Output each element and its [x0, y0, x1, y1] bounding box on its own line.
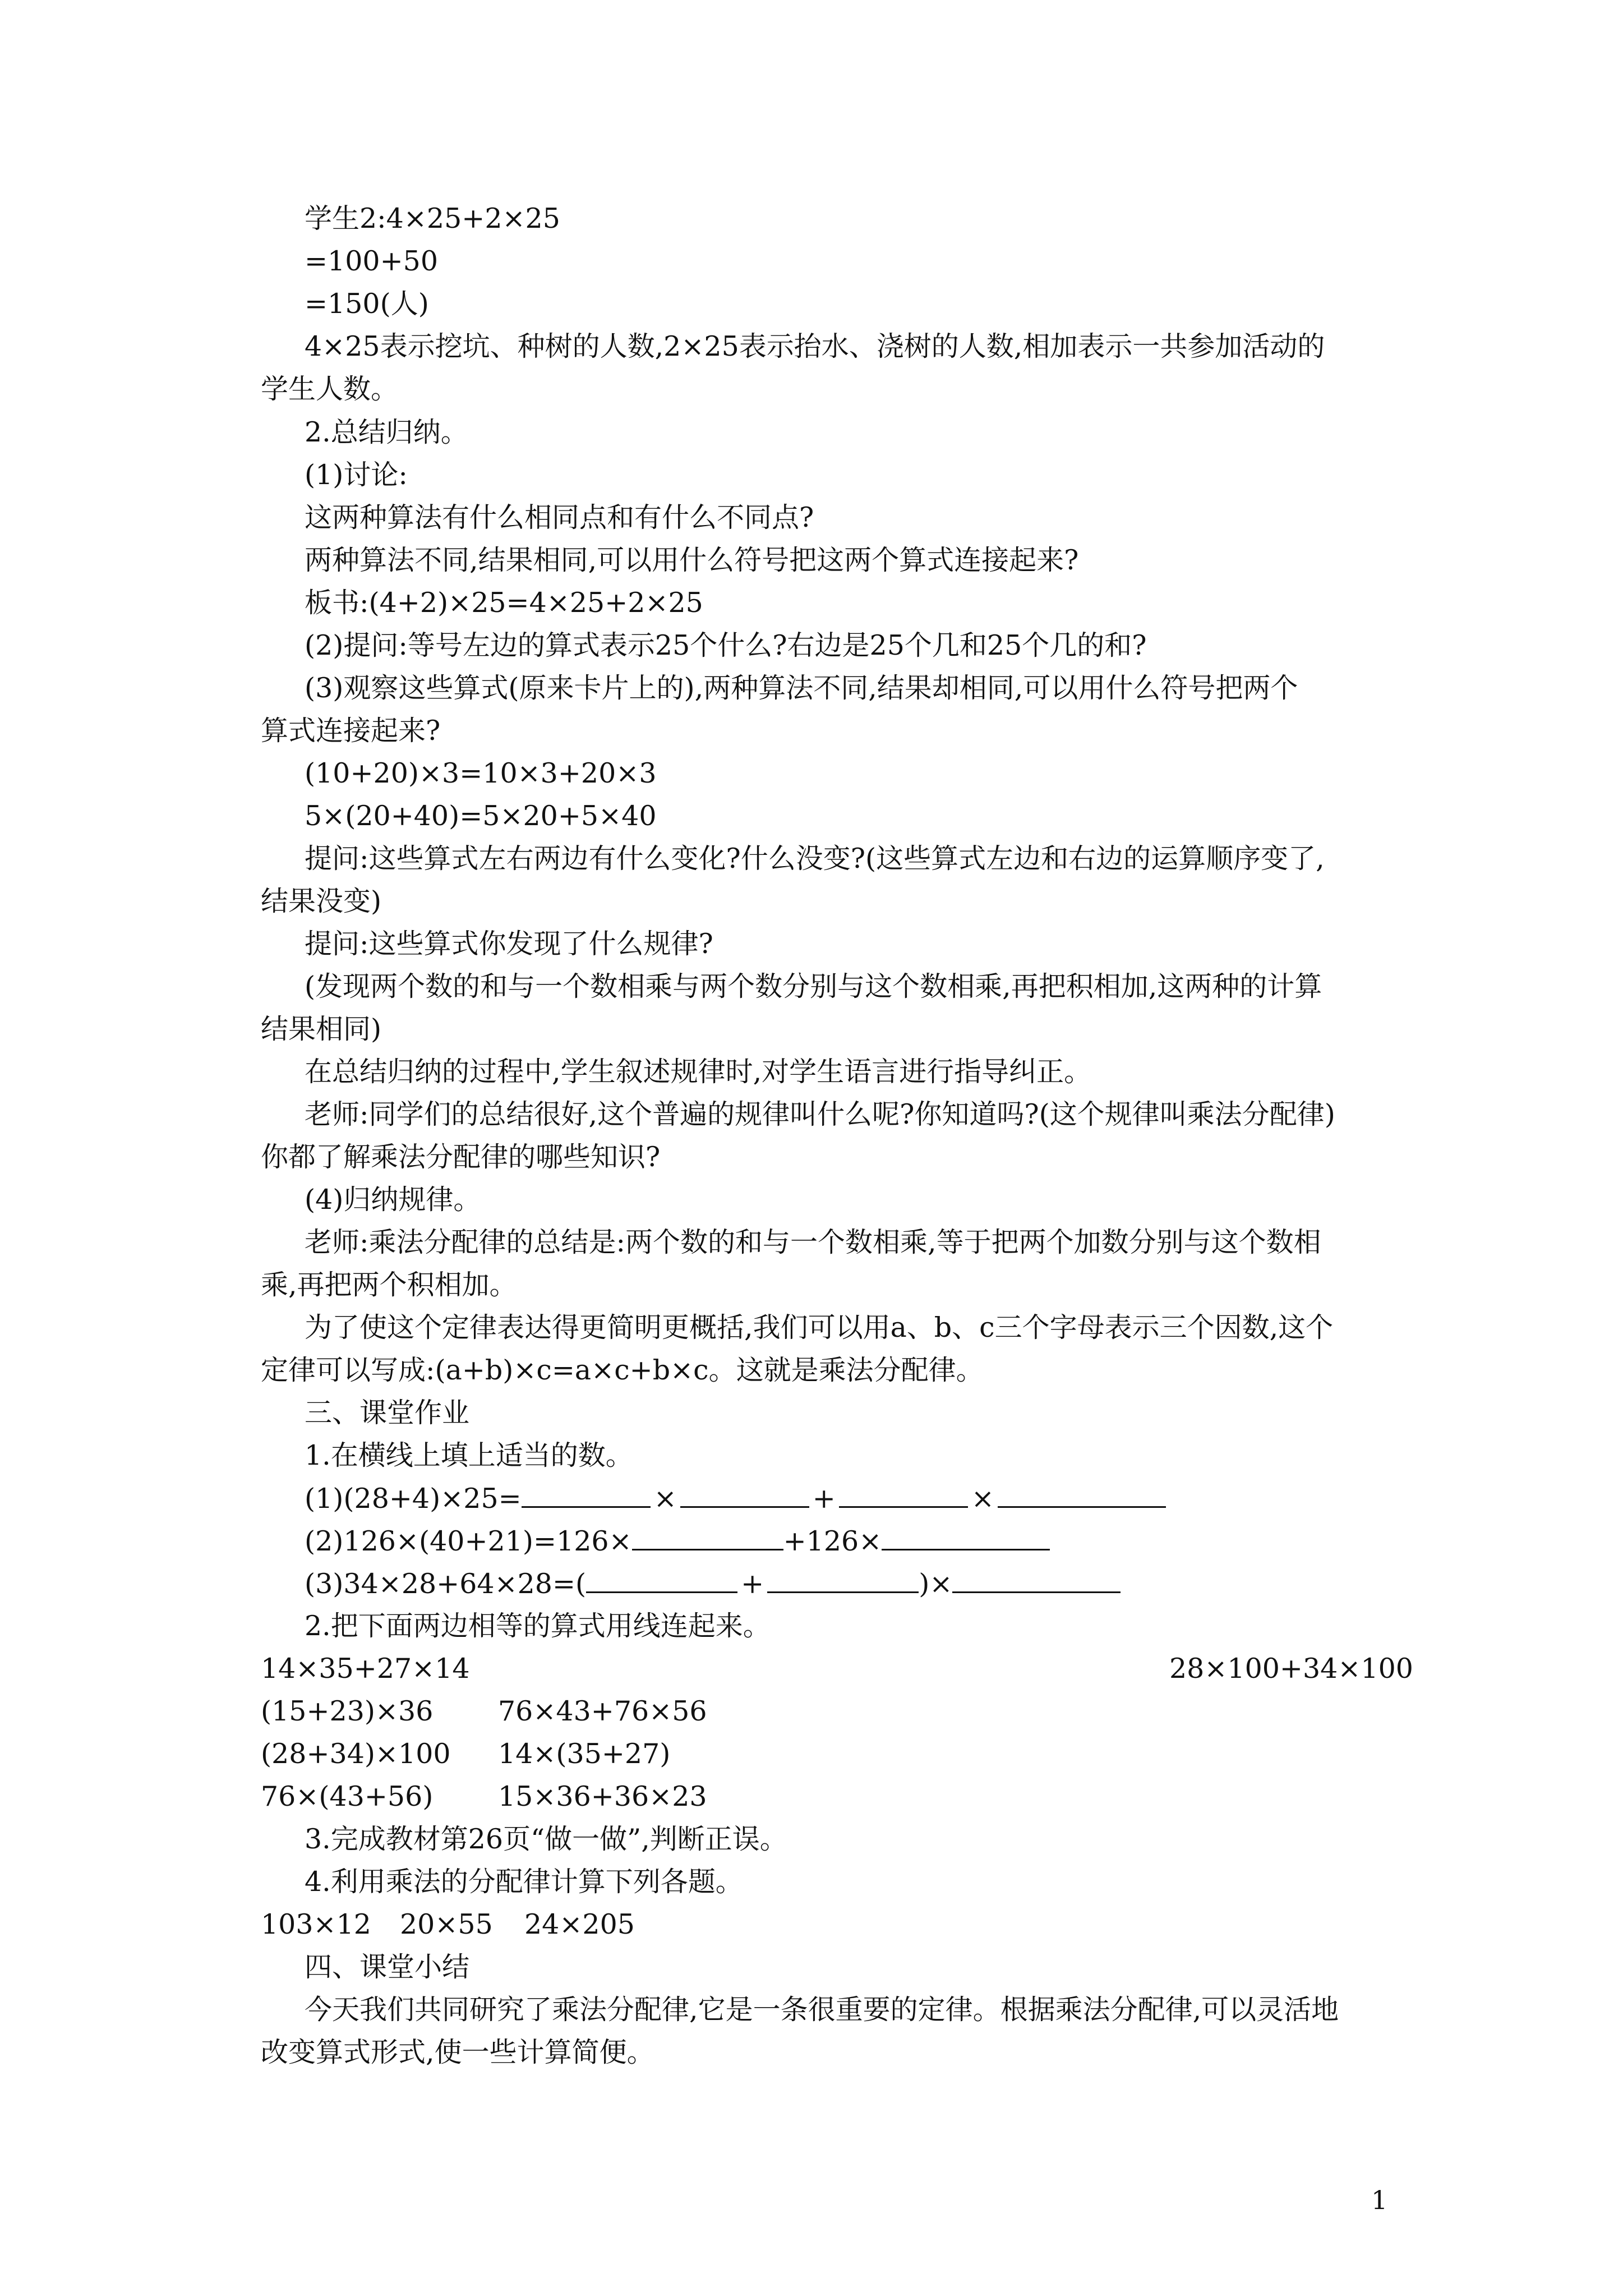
- match-right-item: 14×(35+27): [498, 1738, 671, 1770]
- text-line: (2)提问:等号左边的算式表示25个什么?右边是25个几和25个几的和?: [305, 629, 1147, 661]
- text-line: 提问:这些算式你发现了什么规律?: [305, 928, 713, 960]
- operator: ×: [971, 1483, 994, 1515]
- exercise-heading: 1.在横线上填上适当的数。: [305, 1439, 633, 1471]
- exercise-text: (2)126×(40+21)=126×: [305, 1525, 632, 1557]
- text-line: 算式连接起来?: [261, 715, 441, 747]
- match-right-item: 15×36+36×23: [498, 1780, 707, 1812]
- text-line: 学生2:4×25+2×25: [305, 203, 560, 234]
- formula-line: (10+20)×3=10×3+20×3: [305, 757, 657, 789]
- text-line: 结果相同): [261, 1013, 382, 1045]
- calc-item: 24×205: [524, 1908, 635, 1940]
- answer-blank[interactable]: [767, 1567, 919, 1593]
- text-line: 两种算法不同,结果相同,可以用什么符号把这两个算式连接起来?: [305, 544, 1079, 576]
- exercise-text: )×: [919, 1568, 953, 1600]
- text-line: 板书:(4+2)×25=4×25+2×25: [305, 587, 703, 619]
- operator: +: [812, 1483, 836, 1515]
- exercise-text: (1)(28+4)×25=: [305, 1483, 522, 1515]
- text-line: 定律可以写成:(a+b)×c=a×c+b×c。这就是乘法分配律。: [261, 1354, 984, 1386]
- answer-blank[interactable]: [586, 1567, 737, 1593]
- text-line: (1)讨论:: [305, 459, 408, 491]
- text-line: 今天我们共同研究了乘法分配律,它是一条很重要的定律。根据乘法分配律,可以灵活地: [305, 1994, 1339, 2026]
- text-line: 提问:这些算式左右两边有什么变化?什么没变?(这些算式左边和右边的运算顺序变了,: [305, 843, 1325, 875]
- match-left-item: 76×(43+56): [261, 1780, 434, 1812]
- text-line: =100+50: [305, 245, 438, 277]
- text-line: 老师:同学们的总结很好,这个普遍的规律叫什么呢?你知道吗?(这个规律叫乘法分配律): [305, 1098, 1335, 1130]
- text-line: 老师:乘法分配律的总结是:两个数的和与一个数相乘,等于把两个加数分别与这个数相: [305, 1226, 1321, 1258]
- text-line: 结果没变): [261, 885, 382, 917]
- calc-item: 20×55: [400, 1908, 493, 1940]
- match-right-item: 76×43+76×56: [498, 1695, 707, 1727]
- match-left-item: (28+34)×100: [261, 1738, 451, 1770]
- text-line: =150(人): [305, 288, 429, 320]
- text-line: 这两种算法有什么相同点和有什么不同点?: [305, 501, 814, 533]
- match-left-item: 14×35+27×14: [261, 1653, 470, 1685]
- answer-blank[interactable]: [632, 1524, 783, 1550]
- text-line: 学生人数。: [261, 373, 399, 405]
- section-heading: 四、课堂小结: [305, 1951, 470, 1983]
- text-line: 乘,再把两个积相加。: [261, 1269, 517, 1301]
- answer-blank[interactable]: [952, 1567, 1121, 1593]
- text-line: 改变算式形式,使一些计算简便。: [261, 2036, 654, 2068]
- operator: +: [741, 1568, 764, 1600]
- exercise-text: (3)34×28+64×28=(: [305, 1568, 587, 1600]
- exercise-item-2: [305, 1524, 1050, 1558]
- text-line: 在总结归纳的过程中,学生叙述规律时,对学生语言进行指导纠正。: [305, 1056, 1092, 1088]
- exercise-heading: 3.完成教材第26页“做一做”,判断正误。: [305, 1823, 787, 1855]
- text-line: 4×25表示挖坑、种树的人数,2×25表示抬水、浇树的人数,相加表示一共参加活动的: [305, 330, 1325, 362]
- operator: ×: [653, 1483, 677, 1515]
- calc-item: 103×12: [261, 1908, 371, 1940]
- section-heading: 三、课堂作业: [305, 1397, 470, 1429]
- text-line: (4)归纳规律。: [305, 1184, 481, 1216]
- answer-blank[interactable]: [680, 1481, 809, 1508]
- text-line: (发现两个数的和与一个数相乘与两个数分别与这个数相乘,再把积相加,这两种的计算: [305, 970, 1322, 1002]
- page-number: 1: [1371, 2185, 1388, 2215]
- text-line: 你都了解乘法分配律的哪些知识?: [261, 1141, 661, 1173]
- answer-blank[interactable]: [882, 1524, 1050, 1550]
- exercise-text: +126×: [783, 1525, 882, 1557]
- exercise-heading: 4.利用乘法的分配律计算下列各题。: [305, 1866, 743, 1898]
- exercise-item-1: [305, 1481, 1166, 1516]
- match-right-item: 28×100+34×100: [1169, 1653, 1413, 1685]
- text-line: 为了使这个定律表达得更简明更概括,我们可以用a、b、c三个字母表示三个因数,这个: [305, 1312, 1334, 1343]
- text-line: (3)观察这些算式(原来卡片上的),两种算法不同,结果却相同,可以用什么符号把两个: [305, 672, 1298, 704]
- exercise-item-3: [305, 1567, 1121, 1601]
- section-heading: 2.总结归纳。: [305, 416, 468, 448]
- match-left-item: (15+23)×36: [261, 1695, 434, 1727]
- answer-blank[interactable]: [998, 1481, 1166, 1508]
- formula-line: 5×(20+40)=5×20+5×40: [305, 800, 657, 832]
- exercise-heading: 2.把下面两边相等的算式用线连起来。: [305, 1610, 771, 1642]
- answer-blank[interactable]: [522, 1481, 651, 1508]
- answer-blank[interactable]: [839, 1481, 968, 1508]
